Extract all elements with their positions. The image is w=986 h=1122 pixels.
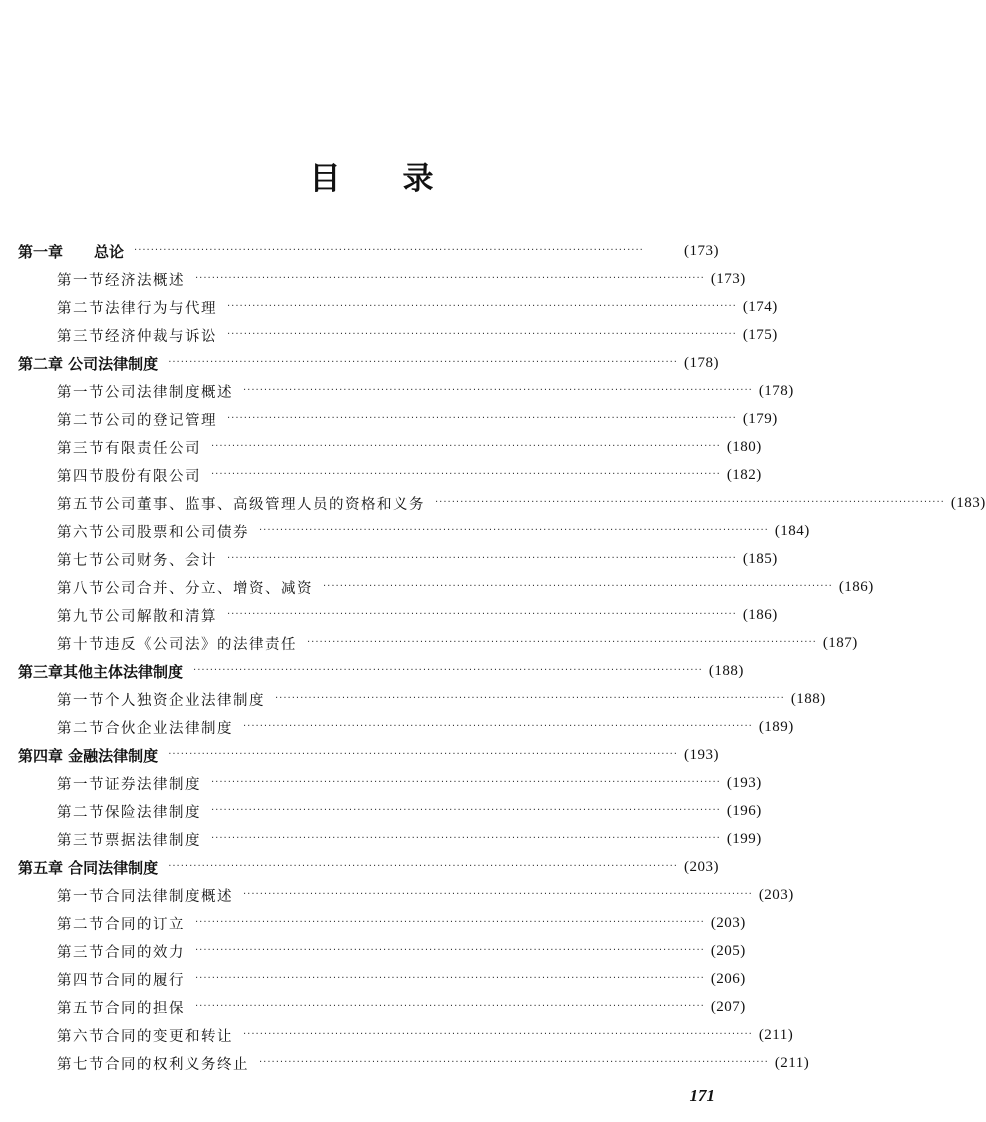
entry-number: 第二节 xyxy=(57,720,105,737)
toc-section-entry xyxy=(0,629,858,657)
entry-page: (178) xyxy=(684,354,719,371)
entry-title: 票据法律制度 xyxy=(105,832,201,849)
entry-page: (196) xyxy=(726,802,762,819)
entry-page: (203) xyxy=(710,914,746,931)
entry-page: (184) xyxy=(774,522,810,539)
dot-leader: ·························································································································· xyxy=(211,805,721,816)
entry-number: 第三节 xyxy=(57,440,105,457)
entry-number: 第一章 xyxy=(18,242,64,261)
entry-number: 第十节 xyxy=(57,636,105,653)
entry-number: 第一节 xyxy=(57,692,105,709)
toc-section-entry xyxy=(0,909,746,937)
entry-number: 第三章 xyxy=(18,662,64,681)
entry-title: 公司法律制度概述 xyxy=(105,384,233,401)
dot-leader: ·························································································································· xyxy=(227,553,737,564)
entry-page: (207) xyxy=(710,998,746,1015)
entry-page: (186) xyxy=(742,606,778,623)
entry-title: 合同法律制度 xyxy=(68,858,159,877)
title-char-1: 目 xyxy=(309,161,341,197)
entry-title: 公司合并、分立、增资、减资 xyxy=(105,580,313,597)
toc-section-entry xyxy=(0,1021,794,1049)
toc-chapter-entry xyxy=(0,657,743,685)
entry-page: (185) xyxy=(742,550,778,567)
toc-section-entry xyxy=(0,601,778,629)
dot-leader: ·························································································································· xyxy=(259,525,769,536)
entry-number: 第六节 xyxy=(57,524,105,541)
entry-number: 第一节 xyxy=(57,888,105,905)
entry-number: 第八节 xyxy=(57,580,105,597)
entry-title: 保险法律制度 xyxy=(105,804,201,821)
entry-title: 有限责任公司 xyxy=(105,440,201,457)
entry-page: (173) xyxy=(684,242,719,259)
toc-section-entry xyxy=(0,405,778,433)
toc-section-entry xyxy=(0,545,778,573)
entry-page: (174) xyxy=(742,298,778,315)
toc-section-entry xyxy=(0,265,746,293)
dot-leader: ·························································································································· xyxy=(227,609,737,620)
dot-leader: ·························································································································· xyxy=(323,581,833,592)
entry-number: 第三节 xyxy=(57,832,105,849)
entry-title: 合同法律制度概述 xyxy=(105,888,233,905)
title-char-2: 录 xyxy=(402,161,434,197)
entry-title: 其他主体法律制度 xyxy=(63,662,184,681)
entry-number: 第一节 xyxy=(57,384,105,401)
entry-title: 公司股票和公司债券 xyxy=(105,524,249,541)
entry-page: (205) xyxy=(710,942,746,959)
dot-leader: ·························································································································· xyxy=(195,973,705,984)
entry-page: (187) xyxy=(822,634,858,651)
toc-section-entry xyxy=(0,293,778,321)
entry-number: 第四章 xyxy=(18,746,64,765)
dot-leader: ·························································································································· xyxy=(195,945,705,956)
entry-number: 第三节 xyxy=(57,328,105,345)
entry-title: 个人独资企业法律制度 xyxy=(105,692,265,709)
entry-number: 第一节 xyxy=(57,272,105,289)
entry-page: (182) xyxy=(726,466,762,483)
toc-section-entry xyxy=(0,965,746,993)
toc-chapter-entry xyxy=(0,741,743,769)
entry-title: 经济仲裁与诉讼 xyxy=(105,328,217,345)
entry-number: 第二节 xyxy=(57,916,105,933)
toc-section-entry xyxy=(0,489,986,517)
entry-title: 合伙企业法律制度 xyxy=(105,720,233,737)
toc-section-entry xyxy=(0,573,874,601)
dot-leader: ·························································································································· xyxy=(195,273,705,284)
dot-leader: ·························································································································· xyxy=(435,497,945,508)
dot-leader: ·························································································································· xyxy=(227,413,737,424)
entry-page: (186) xyxy=(838,578,874,595)
dot-leader: ·························································································································· xyxy=(259,1057,769,1068)
dot-leader: ·························································································································· xyxy=(243,721,753,732)
toc-chapter-entry xyxy=(0,349,743,377)
entry-title: 总论 xyxy=(94,242,125,261)
toc-section-entry xyxy=(0,433,762,461)
entry-title: 合同的权利义务终止 xyxy=(105,1056,249,1073)
toc-section-entry xyxy=(0,937,746,965)
entry-number: 第二章 xyxy=(18,354,64,373)
entry-page: (183) xyxy=(950,494,986,511)
toc-section-entry xyxy=(0,825,762,853)
dot-leader: ·························································································································· xyxy=(211,833,721,844)
entry-page: (188) xyxy=(790,690,826,707)
entry-page: (178) xyxy=(758,382,794,399)
toc-section-entry xyxy=(0,461,762,489)
entry-title: 合同的变更和转让 xyxy=(105,1028,233,1045)
entry-page: (173) xyxy=(710,270,746,287)
toc-section-entry xyxy=(0,685,826,713)
table-of-contents xyxy=(0,237,986,1077)
dot-leader: ·························································································································· xyxy=(307,637,817,648)
entry-title: 合同的履行 xyxy=(105,972,185,989)
toc-chapter-entry xyxy=(0,237,743,265)
toc-section-entry xyxy=(0,377,794,405)
entry-title: 公司法律制度 xyxy=(68,354,159,373)
dot-leader: ·························································································································· xyxy=(275,693,785,704)
entry-number: 第七节 xyxy=(57,552,105,569)
dot-leader: ·························································································································· xyxy=(168,357,678,368)
toc-section-entry xyxy=(0,1049,810,1077)
dot-leader: ·························································································································· xyxy=(134,245,644,256)
entry-title: 经济法概述 xyxy=(105,272,185,289)
dot-leader: ·························································································································· xyxy=(195,1001,705,1012)
dot-leader: ·························································································································· xyxy=(243,1029,753,1040)
entry-title: 金融法律制度 xyxy=(68,746,159,765)
page-title xyxy=(0,153,743,198)
entry-page: (206) xyxy=(710,970,746,987)
entry-number: 第二节 xyxy=(57,804,105,821)
entry-page: (203) xyxy=(758,886,794,903)
toc-section-entry xyxy=(0,517,810,545)
entry-page: (203) xyxy=(684,858,719,875)
toc-section-entry xyxy=(0,993,746,1021)
entry-title: 证券法律制度 xyxy=(105,776,201,793)
entry-number: 第六节 xyxy=(57,1028,105,1045)
entry-page: (189) xyxy=(758,718,794,735)
entry-number: 第五节 xyxy=(57,1000,105,1017)
entry-number: 第三节 xyxy=(57,944,105,961)
entry-page: (179) xyxy=(742,410,778,427)
dot-leader: ·························································································································· xyxy=(193,665,703,676)
entry-number: 第五章 xyxy=(18,858,64,877)
entry-page: (211) xyxy=(758,1026,794,1043)
entry-number: 第四节 xyxy=(57,468,105,485)
toc-section-entry xyxy=(0,321,778,349)
entry-title: 合同的效力 xyxy=(105,944,185,961)
dot-leader: ·························································································································· xyxy=(227,329,737,340)
entry-number: 第二节 xyxy=(57,300,105,317)
entry-title: 公司财务、会计 xyxy=(105,552,217,569)
entry-title: 公司的登记管理 xyxy=(105,412,217,429)
entry-number: 第五节 xyxy=(57,496,105,513)
dot-leader: ·························································································································· xyxy=(168,861,678,872)
entry-title: 股份有限公司 xyxy=(105,468,201,485)
entry-title: 公司董事、监事、高级管理人员的资格和义务 xyxy=(105,496,425,513)
dot-leader: ·························································································································· xyxy=(227,301,737,312)
entry-page: (193) xyxy=(726,774,762,791)
entry-title: 公司解散和清算 xyxy=(105,608,217,625)
dot-leader: ·························································································································· xyxy=(211,777,721,788)
dot-leader: ·························································································································· xyxy=(243,889,753,900)
entry-page: (175) xyxy=(742,326,778,343)
entry-page: (193) xyxy=(684,746,719,763)
toc-section-entry xyxy=(0,797,762,825)
toc-section-entry xyxy=(0,769,762,797)
toc-chapter-entry xyxy=(0,853,743,881)
entry-page: (211) xyxy=(774,1054,810,1071)
dot-leader: ·························································································································· xyxy=(211,469,721,480)
dot-leader: ·························································································································· xyxy=(211,441,721,452)
entry-title: 违反《公司法》的法律责任 xyxy=(105,636,297,653)
entry-page: (180) xyxy=(726,438,762,455)
dot-leader: ·························································································································· xyxy=(168,749,678,760)
dot-leader: ·························································································································· xyxy=(243,385,753,396)
entry-number: 第二节 xyxy=(57,412,105,429)
entry-title: 合同的担保 xyxy=(105,1000,185,1017)
entry-page: (188) xyxy=(708,662,744,679)
entry-title: 法律行为与代理 xyxy=(105,300,217,317)
entry-number: 第七节 xyxy=(57,1056,105,1073)
dot-leader: ·························································································································· xyxy=(195,917,705,928)
entry-number: 第九节 xyxy=(57,608,105,625)
entry-title: 合同的订立 xyxy=(105,916,185,933)
toc-section-entry xyxy=(0,881,794,909)
entry-number: 第四节 xyxy=(57,972,105,989)
page-number: 171 xyxy=(689,1086,715,1105)
toc-section-entry xyxy=(0,713,794,741)
entry-number: 第一节 xyxy=(57,776,105,793)
entry-page: (199) xyxy=(726,830,762,847)
